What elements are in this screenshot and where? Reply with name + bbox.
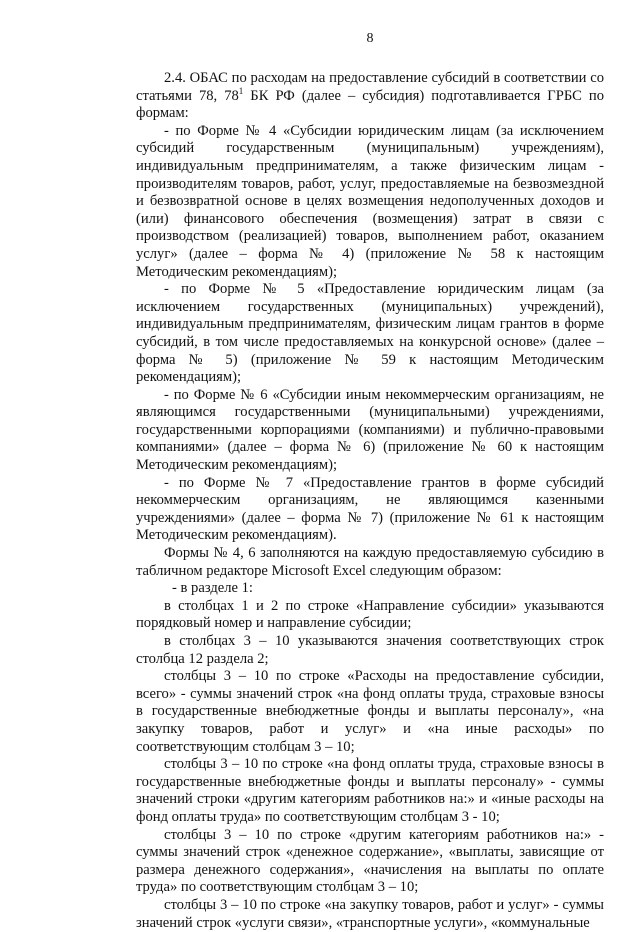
list-item-form-4: - по Форме № 4 «Субсидии юридическим лицам (за исключением субсидий государственным (муниципальным) учреждениям), индивидуальным предпринимателям, а также физическим лицам - производителям товаров, работ, услуг, предоставляемые на безвозмездной и безвозвратной основе в целях возмещения недополученных доходов и (или) финансового обеспечения (возмещения) затрат в связи с производством (реализацией) товаров, выполнением работ, оказанием услуг» (далее – форма № 4) (приложение № 58 к настоящим Методическим рекомендациям); [136, 122, 604, 280]
footnote-superscript: 1 [238, 85, 244, 96]
paragraph-procurement: столбцы 3 – 10 по строке «на закупку товаров, работ и услуг» - суммы значений строк «услуги связи», «транспортные услуги», «коммунальные [136, 896, 604, 931]
paragraph-2-4 [136, 70, 604, 123]
paragraph-payroll: столбцы 3 – 10 по строке «на фонд оплаты труда, страховые взносы в государственные внебюджетные фонды и выплаты персоналу» - суммы значений строки «другим категориям работников на:» и «иные расходы на фонд оплаты труда» по соответствующим столбцам 3 - 10; [136, 756, 604, 825]
document-body [136, 70, 604, 932]
paragraph-text-tail: БК РФ (далее – субсидия) подготавливается ГРБС по формам: [136, 87, 604, 122]
paragraph-other-workers: столбцы 3 – 10 по строке «другим категориям работников на:» - суммы значений строк «денежное содержание», «выплаты, зависящие от размера денежного содержания», «начисления на выплаты по оплате труда» по соответствующим столбцам 3 – 10; [136, 826, 604, 896]
paragraph-text: 2.4. ОБАС по расходам на предоставление субсидий в соответствии со статьями 78, 78 [136, 70, 604, 104]
list-item-form-7: - по Форме № 7 «Предоставление грантов в форме субсидий некоммерческим организациям, не являющимся казенными учреждениями» (далее – форма № 7) (приложение № 61 к настоящим Методическим рекомендациям). [136, 474, 604, 544]
paragraph-forms-4-6: Формы № 4, 6 заполняются на каждую предоставляемую субсидию в табличном редакторе Microsoft Excel следующим образом: [136, 545, 604, 579]
paragraph-columns-1-2: в столбцах 1 и 2 по строке «Направление субсидии» указываются порядковый номер и направление субсидии; [136, 597, 604, 632]
list-item-form-6: - по Форме № 6 «Субсидии иным некоммерческим организациям, не являющимся государственными (муниципальными) учреждениями, государственными корпорациями (компаниями) и публично-правовыми компаниями» (далее – форма № 6) (приложение № 60 к настоящим Методическим рекомендациям); [136, 386, 604, 474]
paragraph-section-1: - в разделе 1: [172, 580, 253, 597]
list-item-form-5: - по Форме № 5 «Предоставление юридическим лицам (за исключением государственных (муниципальных) учреждений), индивидуальным предпринимателям, физическим лицам грантов в форме субсидий, в том числе предоставляемых на конкурсной основе» (далее – форма № 5) (приложение № 59 к настоящим Методическим рекомендациям); [136, 281, 604, 386]
paragraph-total-expenses: столбцы 3 – 10 по строке «Расходы на предоставление субсидии, всего» - суммы значений строк «на фонд оплаты труда, страховые взносы в государственные внебюджетные фонды и выплаты персоналу», «на закупку товаров, работ и услуг» и «на иные расходы» по соответствующим столбцам 3 – 10; [136, 668, 604, 755]
page-number: 8 [366, 31, 374, 46]
paragraph-columns-3-10: в столбцах 3 – 10 указываются значения соответствующих строк столбца 12 раздела 2; [136, 633, 604, 667]
